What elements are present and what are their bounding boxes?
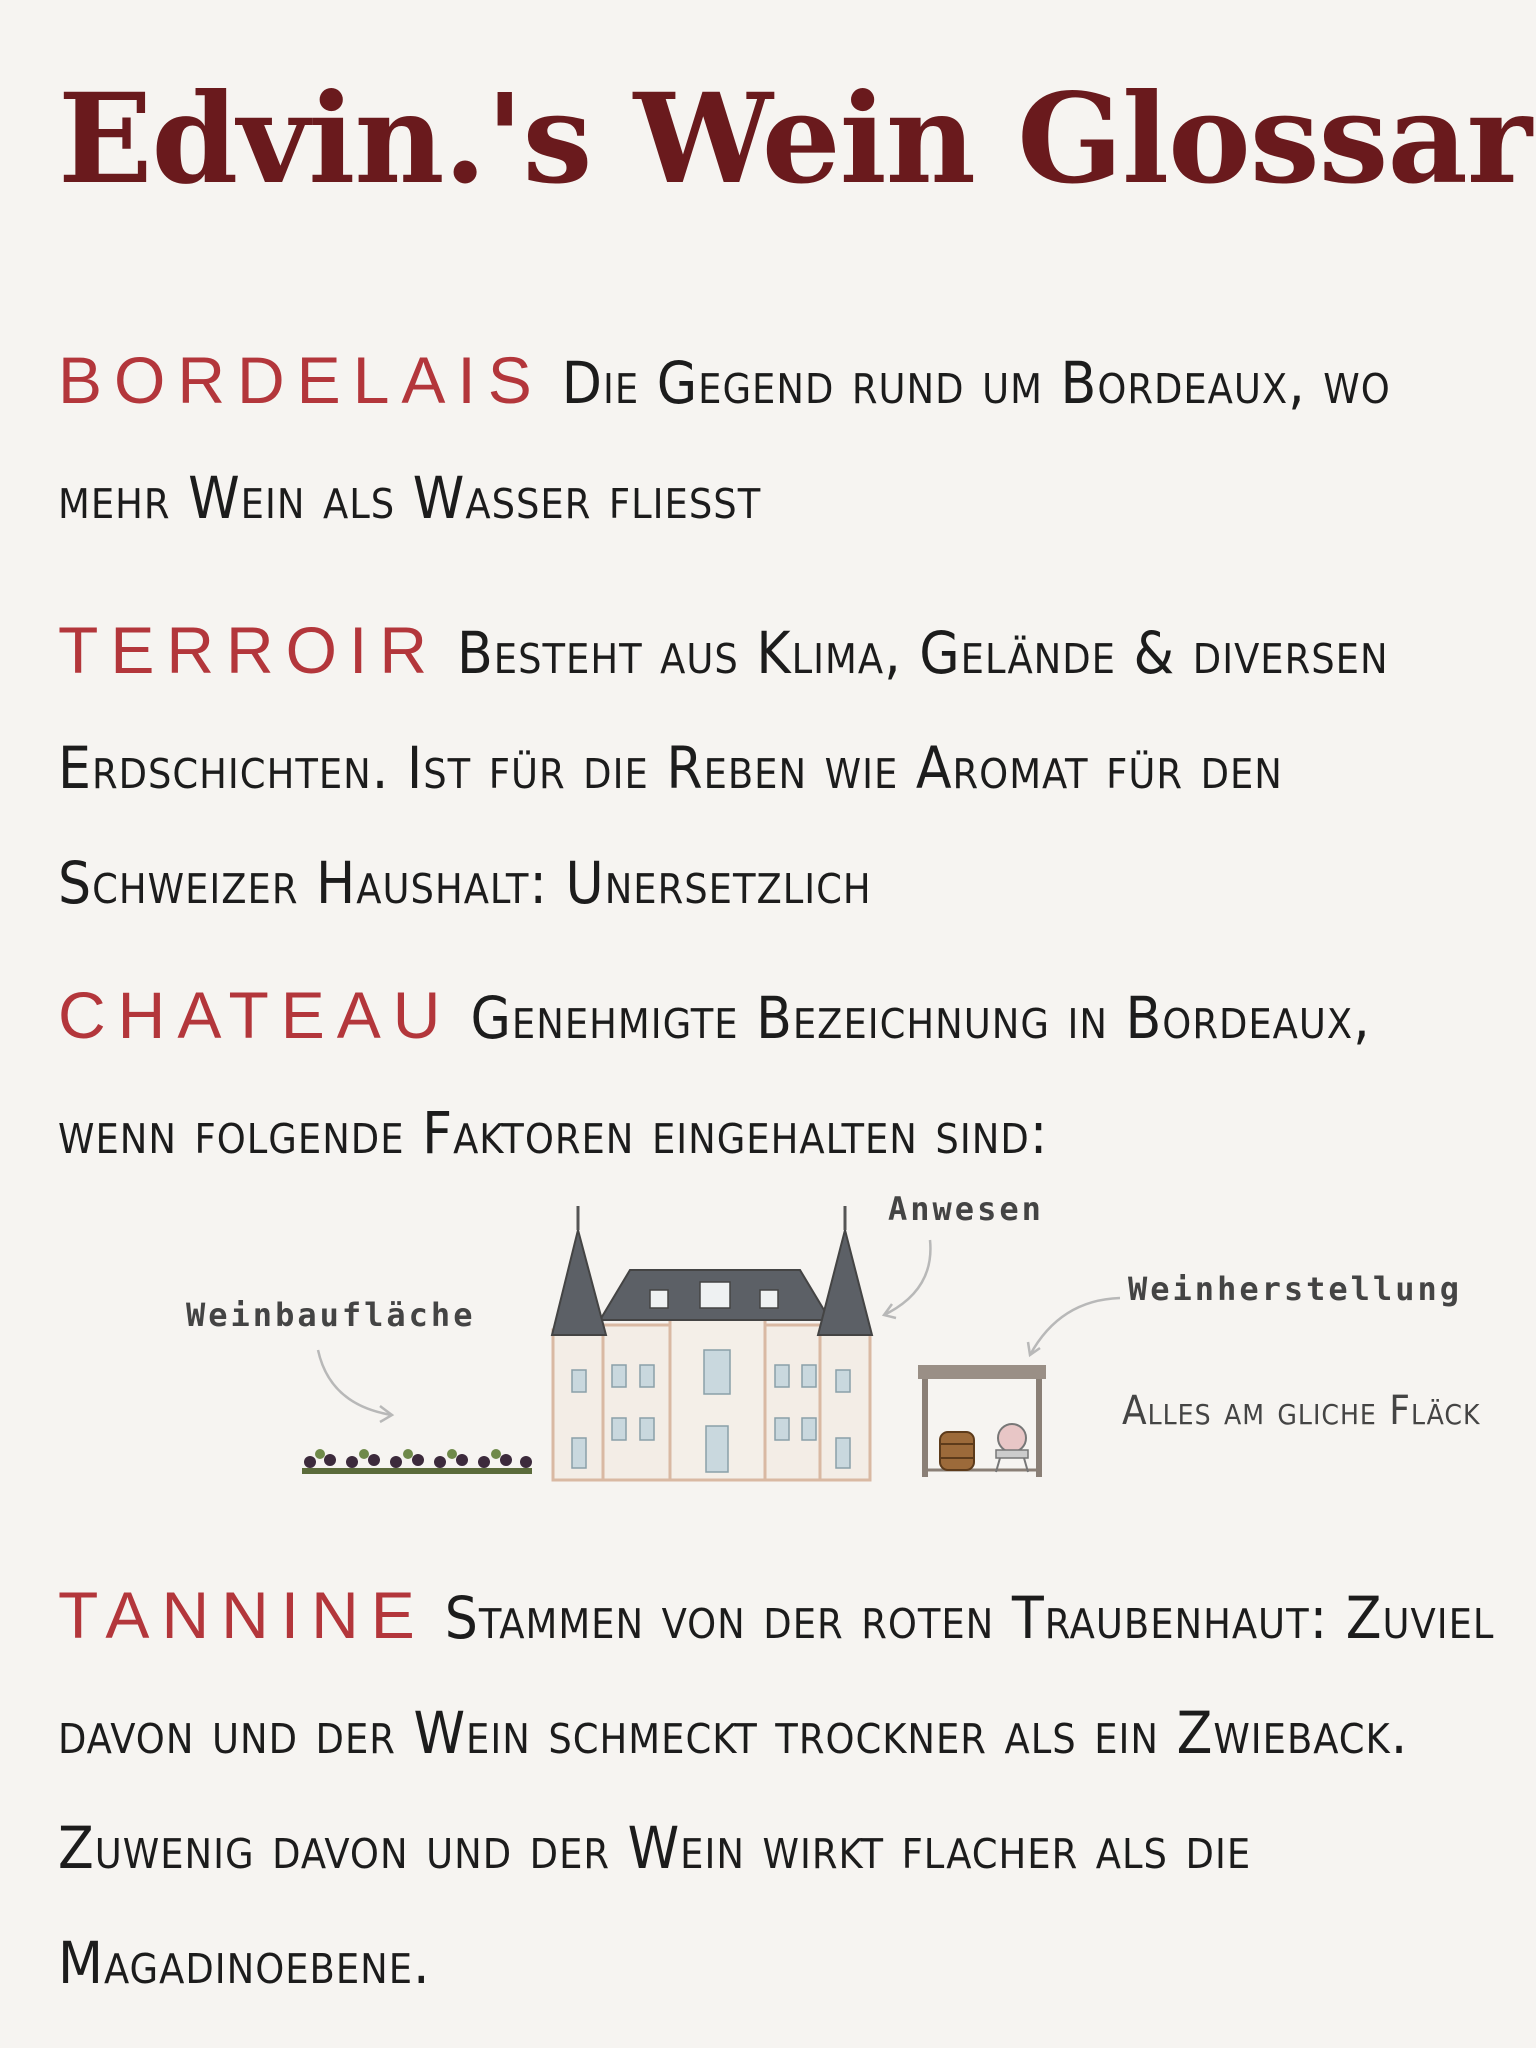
chateau-illustration xyxy=(0,1170,1536,1510)
glossary-definition: Stammen von der roten Traubenhaut: Zuviel davon und der Wein schmeckt trockner als ein Zwieback. Zuwenig davon und der Wein wirkt flacher als die Magadinoebene. xyxy=(58,1584,1495,1997)
vineyard-icon xyxy=(302,1449,532,1474)
label-vineyard: Weinbaufläche xyxy=(186,1296,476,1334)
glossary-entry-tannine xyxy=(58,1565,1498,2028)
glossary-definition: Besteht aus Klima, Gelände & diversen Erdschichten. Ist für die Reben wie Aromat für den Schweizer Haushalt: Unersetzlich xyxy=(58,619,1389,917)
glossary-definition: Genehmigte Bezeichnung in Bordeaux, wenn folgende Faktoren eingehalten sind: xyxy=(58,984,1371,1167)
glossary-entry-terroir xyxy=(58,600,1498,948)
page-title: Edvin.'s Wein Glossar xyxy=(58,67,1532,212)
glossary-entry-bordelais xyxy=(58,330,1498,563)
chateau-icon xyxy=(552,1206,872,1480)
label-estate: Anwesen xyxy=(888,1190,1044,1228)
winery-shed-icon xyxy=(918,1365,1046,1477)
label-production: Weinherstellung xyxy=(1128,1270,1462,1308)
chateau-drawing xyxy=(0,1170,1536,1510)
illustration-note: Alles am gliche Fläck xyxy=(1122,1388,1481,1434)
glossary-term: BORDELAIS xyxy=(58,343,544,417)
glossary-entry-chateau xyxy=(58,965,1498,1198)
glossary-definition: Die Gegend rund um Bordeaux, wo mehr Wein als Wasser fliesst xyxy=(58,349,1391,532)
glossary-term: TANNINE xyxy=(58,1578,427,1652)
glossary-term: CHATEAU xyxy=(58,978,453,1052)
glossary-term: TERROIR xyxy=(58,613,439,687)
